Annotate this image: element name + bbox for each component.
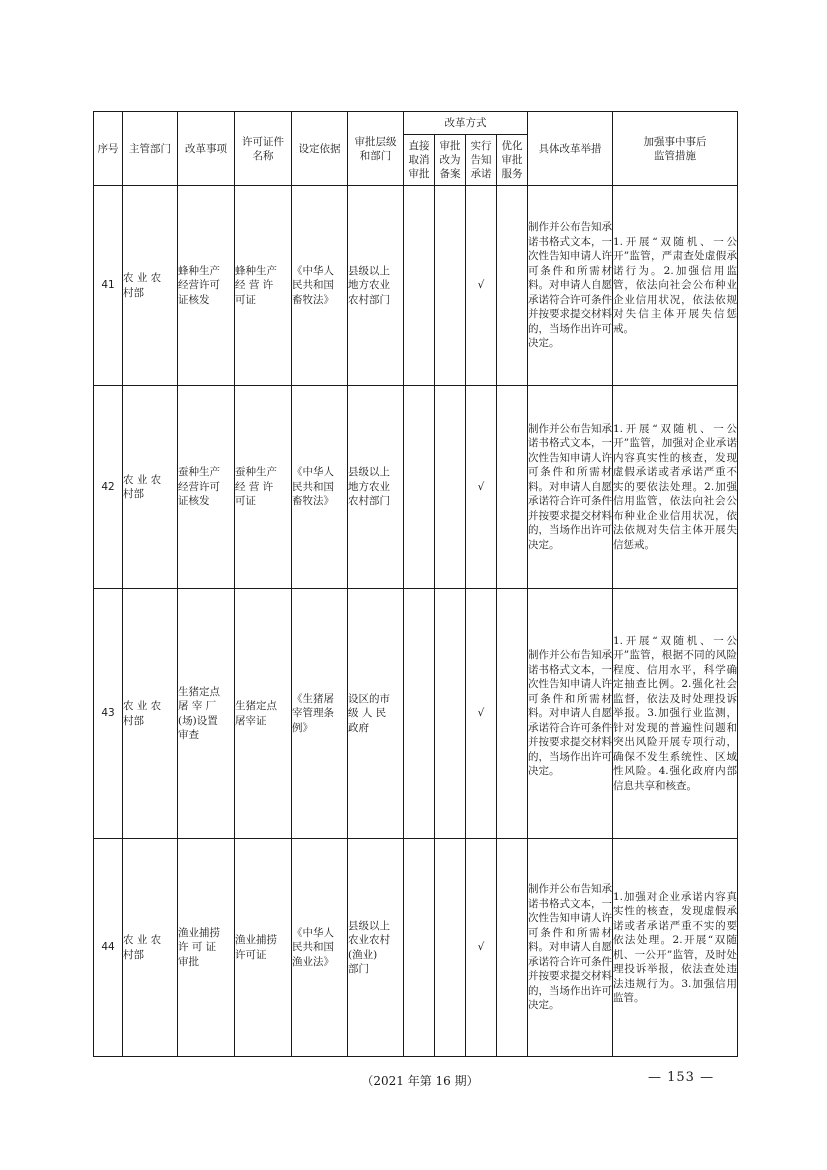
table-row (94, 589, 738, 839)
row-supervise: 1.开展“双随机、一公开”监管，加强对企业承诺内容真实性的核查，发现虚假承诺或者承诺严重不实的要依法处理。2.加强信用监管，依法向社会公布种业企业信用状况，依法依规对失信主体开展失信惩戒。 (613, 386, 738, 589)
page-number: — 153 — (648, 1070, 715, 1085)
row-measures: 制作并公布告知承诺书格式文本，一次性告知申请人许可条件和所需材料。对申请人自愿承诺符合许可条件并按要求提交材料的，当场作出许可决定。 (528, 186, 613, 386)
header-item: 改革事项 (178, 112, 235, 186)
row-cert: 蜂种生产 经 营 许 可证 (235, 186, 292, 386)
row-basis: 《生猪屠 宰管理条 例》 (292, 589, 348, 839)
row-notify-check: √ (466, 589, 497, 839)
row-filing (435, 386, 466, 589)
row-supervise: 1.开展“双随机、一公开”监管，严肃查处虚假承诺行为。2.加强信用监管，依法向社会公布种业企业信用状况，依法依规对失信主体开展失信惩戒。 (613, 186, 738, 386)
row-cancel (404, 589, 435, 839)
row-filing (435, 839, 466, 1057)
row-item: 渔业捕捞 许 可 证 审批 (178, 839, 235, 1057)
header-cancel: 直接 取消 审批 (404, 135, 435, 186)
header-row-1 (94, 112, 738, 135)
row-measures: 制作并公布告知承诺书格式文本，一次性告知申请人许可条件和所需材料。对申请人自愿承诺符合许可条件并按要求提交材料的，当场作出许可决定。 (528, 386, 613, 589)
row-dept: 农 业 农 村部 (123, 589, 178, 839)
issue-label: （2021 年第 16 期） (361, 1074, 479, 1088)
row-item: 蚕种生产 经营许可 证核发 (178, 386, 235, 589)
row-basis: 《中华人 民共和国 畜牧法》 (292, 186, 348, 386)
row-measures: 制作并公布告知承诺书格式文本，一次性告知申请人许可条件和所需材料。对申请人自愿承诺符合许可条件并按要求提交材料的，当场作出许可决定。 (528, 839, 613, 1057)
header-reform: 改革方式 (404, 112, 528, 135)
table-row (94, 386, 738, 589)
reform-table (93, 111, 738, 1057)
row-seq: 43 (94, 589, 123, 839)
row-item: 蜂种生产 经营许可 证核发 (178, 186, 235, 386)
row-measures: 制作并公布告知承诺书格式文本，一次性告知申请人许可条件和所需材料。对申请人自愿承诺符合许可条件并按要求提交材料的，当场作出许可决定。 (528, 589, 613, 839)
row-filing (435, 589, 466, 839)
row-basis: 《中华人 民共和国 渔业法》 (292, 839, 348, 1057)
header-measures: 具体改革举措 (528, 112, 613, 186)
header-dept: 主管部门 (123, 112, 178, 186)
header-cert: 许可证件 名称 (235, 112, 292, 186)
row-optimize (497, 186, 528, 386)
row-seq: 44 (94, 839, 123, 1057)
row-cancel (404, 186, 435, 386)
row-cert: 生猪定点 屠宰证 (235, 589, 292, 839)
table-row (94, 839, 738, 1057)
row-level: 设区的市 级 人 民 政府 (348, 589, 404, 839)
row-notify-check: √ (466, 839, 497, 1057)
header-level: 审批层级 和部门 (348, 112, 404, 186)
header-notify: 实行 告知 承诺 (466, 135, 497, 186)
header-optimize: 优化 审批 服务 (497, 135, 528, 186)
header-filing: 审批 改为 备案 (435, 135, 466, 186)
row-seq: 41 (94, 186, 123, 386)
row-optimize (497, 839, 528, 1057)
row-dept: 农 业 农 村部 (123, 386, 178, 589)
row-item: 生猪定点 屠 宰 厂 (场)设置 审查 (178, 589, 235, 839)
row-notify-check: √ (466, 386, 497, 589)
row-dept: 农 业 农 村部 (123, 186, 178, 386)
row-cert: 蚕种生产 经 营 许 可证 (235, 386, 292, 589)
row-cert: 渔业捕捞 许可证 (235, 839, 292, 1057)
row-notify-check: √ (466, 186, 497, 386)
row-basis: 《中华人 民共和国 畜牧法》 (292, 386, 348, 589)
table-row (94, 186, 738, 386)
row-dept: 农 业 农 村部 (123, 839, 178, 1057)
row-optimize (497, 386, 528, 589)
row-level: 县级以上 地方农业 农村部门 (348, 186, 404, 386)
header-supervise: 加强事中事后 监管措施 (613, 112, 738, 186)
row-filing (435, 186, 466, 386)
row-seq: 42 (94, 386, 123, 589)
row-level: 县级以上 地方农业 农村部门 (348, 386, 404, 589)
row-supervise: 1.加强对企业承诺内容真实性的核查，发现虚假承诺或者承诺严重不实的要依法处理。2.开展“双随机、一公开”监管，及时处理投诉举报，依法查处违法违规行为。3.加强信用监管。 (613, 839, 738, 1057)
row-cancel (404, 839, 435, 1057)
header-basis: 设定依据 (292, 112, 348, 186)
row-supervise: 1.开展“双随机、一公开”监管，根据不同的风险程度、信用水平，科学确定抽查比例。2.强化社会监督，依法及时处理投诉举报。3.加强行业监测，针对发现的普遍性问题和突出风险开展专项行动，确保不发生系统性、区域性风险。4.强化政府内部信息共享和核查。 (613, 589, 738, 839)
row-level: 县级以上 农业农村 (渔业) 部门 (348, 839, 404, 1057)
row-optimize (497, 589, 528, 839)
header-seq: 序号 (94, 112, 123, 186)
row-cancel (404, 386, 435, 589)
